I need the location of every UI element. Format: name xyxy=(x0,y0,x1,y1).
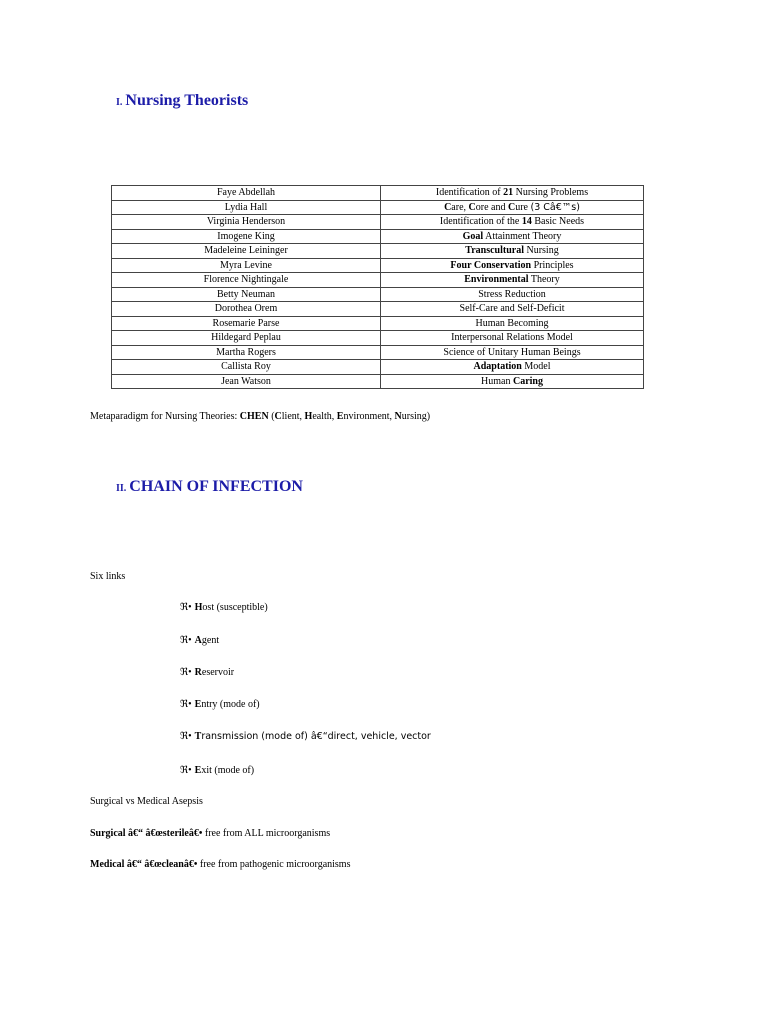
list-item xyxy=(180,602,268,613)
theorists-table xyxy=(111,185,644,389)
theory-name xyxy=(381,316,644,331)
text-run: ealth, xyxy=(312,411,337,422)
table-row xyxy=(112,215,644,230)
theorist-name: Faye Abdellah xyxy=(112,186,381,201)
theorist-name: Dorothea Orem xyxy=(112,302,381,317)
six-links-label: Six links xyxy=(90,571,126,582)
bold-text: R xyxy=(194,667,202,678)
theorist-name: Rosemarie Parse xyxy=(112,316,381,331)
bullet-icon: ℜ• xyxy=(180,731,192,742)
table-row xyxy=(112,273,644,288)
text-run: lient, xyxy=(281,411,305,422)
table-row xyxy=(112,186,644,201)
bullet-icon: ℜ• xyxy=(180,635,192,646)
theory-name xyxy=(381,287,644,302)
theory-name xyxy=(381,273,644,288)
text-run: Model xyxy=(521,361,551,372)
bold-text: Caring xyxy=(512,375,543,387)
table-row xyxy=(112,287,644,302)
theorist-name: Imogene King xyxy=(112,229,381,244)
section-1-heading xyxy=(116,92,248,110)
bold-text: Transcultural xyxy=(465,245,524,256)
text-run: Theory xyxy=(528,274,560,285)
theory-name xyxy=(381,215,644,230)
text-run: Interpersonal Relations Model xyxy=(451,332,573,343)
theorist-name: Callista Roy xyxy=(112,360,381,375)
theory-name xyxy=(381,331,644,346)
table-row xyxy=(112,331,644,346)
text-run: Principles xyxy=(531,259,574,271)
bold-text: T xyxy=(194,731,202,742)
text-run: Basic Needs xyxy=(531,216,585,227)
text-run: Stress Reduction xyxy=(478,288,546,300)
theorist-name: Martha Rogers xyxy=(112,345,381,360)
bold-text: Surgical â€“ â€œsterileâ€• xyxy=(90,828,203,839)
table-row xyxy=(112,360,644,375)
theorist-name: Jean Watson xyxy=(112,374,381,389)
text-run: free from ALL microorganisms xyxy=(202,828,331,839)
table-row xyxy=(112,244,644,259)
theorist-name: Madeleine Leininger xyxy=(112,244,381,259)
bold-text: C xyxy=(274,411,282,422)
text-run: eservoir xyxy=(201,667,235,678)
text-run: ursing) xyxy=(401,411,431,422)
text-run: ore and xyxy=(475,201,508,213)
bullet-icon: ℜ• xyxy=(180,765,192,776)
text-run: Nursing xyxy=(523,245,559,256)
theory-name xyxy=(381,374,644,389)
section-1-title: Nursing Theorists xyxy=(125,92,249,109)
theory-name xyxy=(381,229,644,244)
bold-text: Goal xyxy=(462,230,484,242)
list-item xyxy=(180,731,431,742)
bullet-icon: ℜ• xyxy=(180,602,192,613)
text-run: free from pathogenic microorganisms xyxy=(197,859,351,870)
table-row xyxy=(112,200,644,215)
theorist-name: Lydia Hall xyxy=(112,200,381,215)
bullet-icon: ℜ• xyxy=(180,667,192,678)
theory-name xyxy=(381,200,644,215)
theorist-name: Hildegard Peplau xyxy=(112,331,381,346)
bold-text: H xyxy=(194,602,203,613)
text-run: Human xyxy=(481,375,513,387)
table-row xyxy=(112,345,644,360)
bold-text: E xyxy=(336,411,344,422)
bold-text: A xyxy=(194,635,202,646)
text-run: nvironment, xyxy=(343,411,395,422)
section-2-number: II. xyxy=(116,483,127,494)
table-row xyxy=(112,302,644,317)
surgical-asepsis-line xyxy=(90,828,330,839)
list-item xyxy=(180,699,260,710)
text-run: Metaparadigm for Nursing Theories: xyxy=(90,411,240,422)
text-run: ntry (mode of) xyxy=(201,699,260,710)
text-run: are, xyxy=(451,201,469,213)
metaparadigm-line xyxy=(90,411,430,422)
medical-asepsis-line xyxy=(90,859,350,870)
text-run: ost (susceptible) xyxy=(202,602,268,613)
theorist-name: Myra Levine xyxy=(112,258,381,273)
text-run: Self-Care and Self-Deficit xyxy=(459,303,565,314)
theory-name xyxy=(381,302,644,317)
text-run: Human Becoming xyxy=(475,317,549,329)
bold-text: Environmental xyxy=(464,274,529,285)
table-row xyxy=(112,316,644,331)
theory-name xyxy=(381,258,644,273)
bold-text: Medical â€“ â€œcleanâ€• xyxy=(90,859,198,870)
text-run: Identification of the xyxy=(439,216,522,227)
asepsis-heading: Surgical vs Medical Asepsis xyxy=(90,796,203,807)
text-run: Science of Unitary Human Beings xyxy=(443,346,581,358)
bold-text: N xyxy=(394,411,402,422)
text-run: (3 Câ€™s) xyxy=(530,201,580,213)
theory-name xyxy=(381,186,644,201)
section-2-title: CHAIN OF INFECTION xyxy=(129,478,303,495)
theory-name xyxy=(381,345,644,360)
theorist-name: Florence Nightingale xyxy=(112,273,381,288)
list-item xyxy=(180,765,254,776)
list-item xyxy=(180,667,234,678)
section-1-number: I. xyxy=(116,97,123,108)
text-run: xit (mode of) xyxy=(201,765,255,776)
bold-text: C xyxy=(468,201,476,213)
theory-name xyxy=(381,360,644,375)
section-2-heading xyxy=(116,478,303,496)
bold-text: Adaptation xyxy=(473,361,522,372)
bold-text: 21 xyxy=(503,187,514,198)
bold-text: H xyxy=(304,411,313,422)
list-item xyxy=(180,635,219,646)
text-run: Identification of xyxy=(435,187,504,198)
bold-text: CHEN xyxy=(239,411,269,422)
table-row xyxy=(112,258,644,273)
bold-text: E xyxy=(194,699,202,710)
theory-name xyxy=(381,244,644,259)
table-row xyxy=(112,374,644,389)
theorist-name: Virginia Henderson xyxy=(112,215,381,230)
bullet-icon: ℜ• xyxy=(180,699,192,710)
text-run: Nursing Problems xyxy=(513,187,589,198)
theorist-name: Betty Neuman xyxy=(112,287,381,302)
bold-text: C xyxy=(444,201,452,213)
bold-text: Four Conservation xyxy=(450,259,532,271)
text-run: ( xyxy=(268,411,275,422)
text-run: gent xyxy=(201,635,220,646)
table-row xyxy=(112,229,644,244)
text-run: Attainment Theory xyxy=(483,230,562,242)
text-run: ransmission (mode of) â€“direct, vehicle, vector xyxy=(201,731,431,742)
bold-text: E xyxy=(194,765,202,776)
bold-text: 14 xyxy=(521,216,532,227)
bold-text: C xyxy=(507,201,516,213)
text-run: ure xyxy=(515,201,531,213)
